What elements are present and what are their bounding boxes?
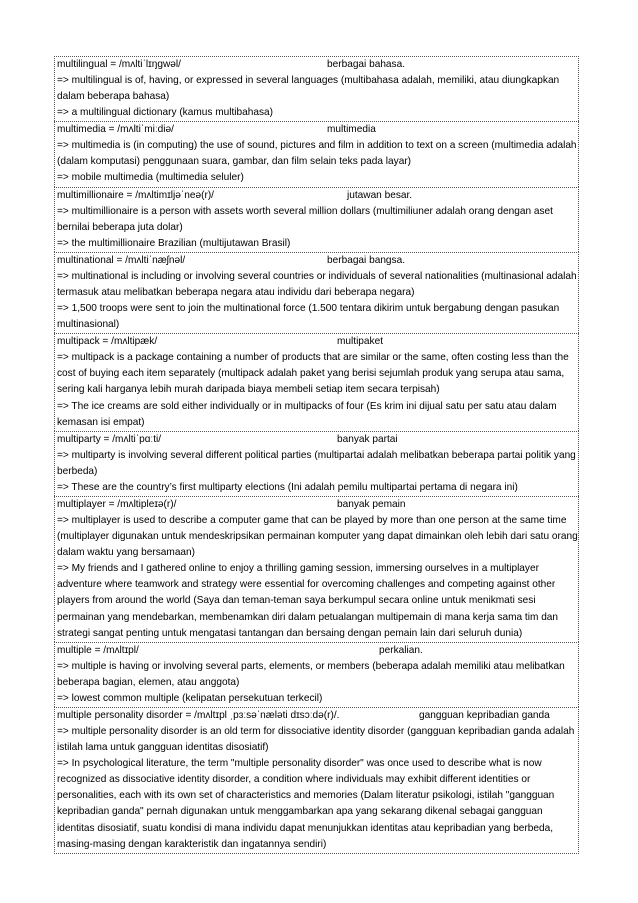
- headword: multipack = /mʌltipæk/: [57, 336, 158, 348]
- definition-line: => multilingual is of, having, or expressed in several languages (multibahasa adalah, memiliki, atau diungkapkan dalam beberapa bahasa): [57, 75, 560, 103]
- definition-line: => multiple is having or involving several parts, elements, or members (beberapa adalah memiliki atau melibatkan beberapa bagian, elemen, atau anggota): [57, 660, 565, 688]
- example-line: => lowest common multiple (kelipatan persekutuan terkecil): [57, 692, 323, 704]
- entry-headline: [57, 497, 578, 513]
- headword: multiple = /mʌltɪpl/: [57, 644, 139, 656]
- definition-line: => multimedia is (in computing) the use of sound, pictures and film in addition to text on a screen (multimedia adalah (dalam komputasi) penggunaan suara, gambar, dan film selain teks pada layar): [57, 140, 577, 168]
- headword: multiple personality disorder = /mʌltɪpl ˌpɜːsəˈnæləti dɪsɔːdə(r)/.: [57, 710, 340, 721]
- entry-multipack: [54, 333, 579, 430]
- entry-headline: [57, 253, 578, 269]
- headword: multimedia = /mʌltiˈmiːdiə/: [57, 124, 174, 136]
- example-line: => 1,500 troops were sent to join the multinational force (1.500 tentara dikirim untuk bergabung dengan pasukan multinasional): [57, 303, 560, 331]
- entry-multinational: [54, 252, 579, 333]
- entry-multiparty: [54, 431, 579, 496]
- entry-headline: [57, 643, 578, 659]
- entry-headline: [57, 57, 578, 73]
- definition-line: => multiplayer is used to describe a computer game that can be played by more than one person at the same time (multiplayer digunakan untuk mendeskripsikan permainan komputer yang dapat dimainkan oleh lebih dari satu orang dalam waktu yang bersamaan): [57, 514, 578, 559]
- entry-headline: [57, 122, 578, 138]
- example-line: => In psychological literature, the term "multiple personality disorder" was once used to describe what is now recognized as dissociative identity disorder, a condition where individuals may exhibit different identities or personalities, each with its own set of characteristics and memories (Dalam literatur psikologi, istilah "gangguan kepribadian ganda" pernah digunakan untuk menggambarkan apa yang sekarang dikenal sebagai gangguan identitas disosiatif, suatu kondisi di mana individu dapat menunjukkan identitas atau kepribadian yang berbeda, masing-masing dengan karakteristik dan ingatannya sendiri): [57, 758, 555, 850]
- entry-multiple-personality-disorder: [54, 707, 579, 854]
- dictionary-page: [54, 56, 579, 854]
- headword: multiparty = /mʌltiˈpɑːti/: [57, 433, 162, 445]
- gloss: banyak partai: [337, 433, 398, 445]
- definition-line: => multipack is a package containing a number of products that are similar or the same, often costing less than the cost of buying each item separately (multipack adalah paket yang berisi sejumlah produk yang serupa atau sama, sering kali harganya lebih murah daripada biaya membeli setiap item secara terpisah): [57, 352, 569, 396]
- entry-multimillionaire: [54, 187, 579, 252]
- example-line: => a multilingual dictionary (kamus multibahasa): [57, 107, 273, 119]
- definition-line: => multimillionaire is a person with assets worth several million dollars (multimiliuner adalah orang dengan aset bernilai beberapa juta dolar): [57, 205, 553, 233]
- headword: multilingual = /mʌltiˈlɪŋɡwəl/: [57, 59, 181, 70]
- entry-headline: [57, 334, 578, 350]
- headword: multimillionaire = /mʌltimɪljəˈneə(r)/: [57, 189, 214, 201]
- gloss: banyak pemain: [337, 498, 406, 510]
- gloss: perkalian.: [379, 644, 423, 656]
- example-line: => mobile multimedia (multimedia seluler): [57, 172, 244, 184]
- gloss: multipaket: [337, 336, 384, 348]
- example-line: => These are the country’s first multiparty elections (Ini adalah pemilu multipartai pertama di negara ini): [57, 481, 518, 493]
- gloss: multimedia: [327, 124, 376, 136]
- example-line: => The ice creams are sold either individually or in multipacks of four (Es krim ini dijual satu per satu atau dalam kemasan isi empat): [57, 400, 557, 428]
- entry-headline: [57, 708, 578, 724]
- entry-multiple: [54, 642, 579, 707]
- definition-line: => multiparty is involving several different political parties (multipartai adalah melibatkan beberapa partai politik yang berbeda): [57, 449, 576, 477]
- entry-multimedia: [54, 121, 579, 186]
- gloss: berbagai bahasa.: [327, 59, 406, 70]
- headword: multinational = /mʌltiˈnæʃnəl/: [57, 254, 186, 266]
- entry-multilingual: [54, 56, 579, 121]
- gloss: jutawan besar.: [347, 189, 413, 201]
- entry-multiplayer: [54, 496, 579, 642]
- entry-headline: [57, 432, 578, 448]
- headword: multiplayer = /mʌltipleɪə(r)/: [57, 498, 177, 510]
- definition-line: => multiple personality disorder is an old term for dissociative identity disorder (gangguan kepribadian ganda adalah istilah lama untuk gangguan identitas disosiatif): [57, 726, 575, 754]
- entry-headline: [57, 188, 578, 204]
- definition-line: => multinational is including or involving several countries or individuals of several nationalities (multinasional adalah termasuk atau melibatkan beberapa negara atau individu dari beberapa negara): [57, 270, 577, 298]
- gloss: gangguan kepribadian ganda: [419, 710, 550, 721]
- gloss: berbagai bangsa.: [327, 254, 406, 266]
- example-line: => the multimillionaire Brazilian (multijutawan Brasil): [57, 237, 291, 249]
- example-line: => My friends and I gathered online to enjoy a thrilling gaming session, immersing ourselves in a multiplayer adventure where teamwork and strategy were essential for overcoming challenges and competing against other players from around the world (Saya dan teman-teman saya berkumpul secara online untuk menikmati sesi permainan yang mendebarkan, membenamkan diri dalam petualangan multipemain di mana kerja sama tim dan strategi sangat penting untuk mengatasi tantangan dan bersaing dengan pemain lain dari seluruh dunia): [57, 563, 559, 639]
